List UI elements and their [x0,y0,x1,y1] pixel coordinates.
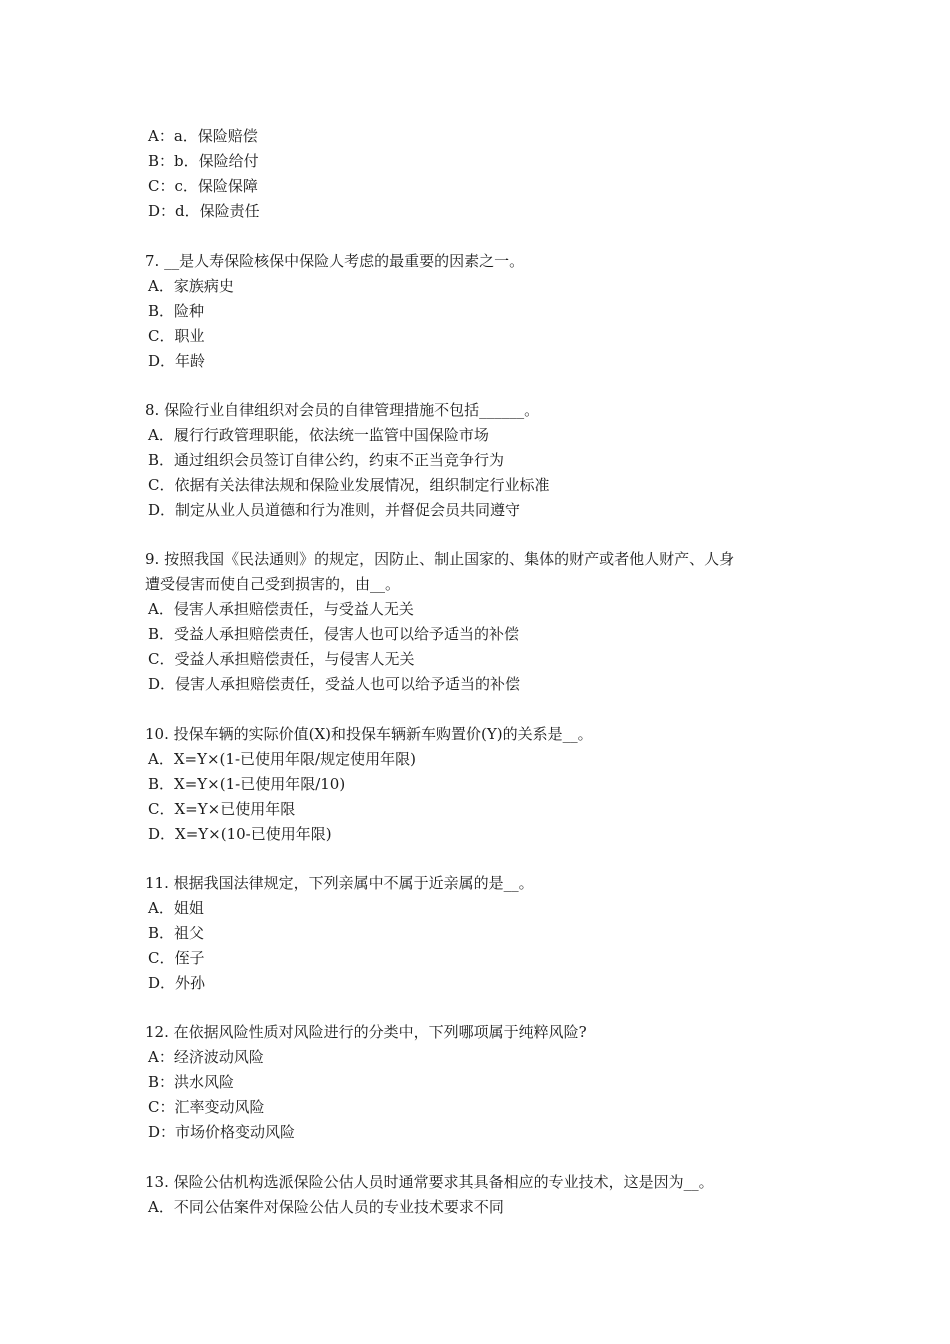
q10-option-d: D．X=Y×(10-已使用年限) [148,825,332,843]
q12-stem: 12. 在依据风险性质对风险进行的分类中，下列哪项属于纯粹风险? [145,1023,587,1041]
q10-stem: 10. 投保车辆的实际价值(X)和投保车辆新车购置价(Y)的关系是__。 [145,725,593,743]
q13-stem: 13. 保险公估机构选派保险公估人员时通常要求其具备相应的专业技术，这是因为__。 [145,1173,714,1191]
q12-option-c: C：汇率变动风险 [148,1098,265,1116]
q13-option-a: A．不同公估案件对保险公估人员的专业技术要求不同 [148,1198,504,1216]
q9-option-c: C．受益人承担赔偿责任，与侵害人无关 [148,650,415,668]
q7-option-a: A．家族病史 [148,277,234,295]
q8-option-d: D．制定从业人员道德和行为准则，并督促会员共同遵守 [148,501,521,519]
q12-option-b: B：洪水风险 [148,1073,235,1091]
q8-stem: 8. 保险行业自律组织对会员的自律管理措施不包括______。 [145,401,540,419]
q9-option-d: D．侵害人承担赔偿责任，受益人也可以给予适当的补偿 [148,675,521,693]
q9-option-a: A．侵害人承担赔偿责任，与受益人无关 [148,600,414,618]
q9-option-b: B．受益人承担赔偿责任，侵害人也可以给予适当的补偿 [148,625,520,643]
q9-stem-line-1: 9. 按照我国《民法通则》的规定，因防止、制止国家的、集体的财产或者他人财产、人身 [145,550,735,568]
q7-option-d: D．年龄 [148,352,206,370]
q11-stem: 11. 根据我国法律规定，下列亲属中不属于近亲属的是__。 [145,874,534,892]
q6-option-c: C：c．保险保障 [148,177,258,195]
q11-option-b: B．祖父 [148,924,205,942]
q7-option-c: C．职业 [148,327,205,345]
q12-option-d: D：市场价格变动风险 [148,1123,296,1141]
q10-option-c: C．X=Y×已使用年限 [148,800,296,818]
q12-option-a: A：经济波动风险 [148,1048,264,1066]
q11-option-d: D．外孙 [148,974,206,992]
q8-option-c: C．依据有关法律法规和保险业发展情况，组织制定行业标准 [148,476,550,494]
q8-option-b: B．通过组织会员签订自律公约，约束不正当竞争行为 [148,451,505,469]
q7-stem: 7. __是人寿保险核保中保险人考虑的最重要的因素之一。 [145,252,525,270]
q6-option-d: D：d．保险责任 [148,202,260,220]
q10-option-b: B．X=Y×(1-已使用年限/10) [148,775,346,793]
q10-option-a: A．X=Y×(1-已使用年限/规定使用年限) [148,750,416,768]
q9-stem-line-2: 遭受侵害而使自己受到损害的，由__。 [145,575,401,593]
q11-option-a: A．姐姐 [148,899,204,917]
q11-option-c: C．侄子 [148,949,205,967]
q8-option-a: A．履行行政管理职能，依法统一监管中国保险市场 [148,426,489,444]
q6-option-a: A：a．保险赔偿 [148,127,258,145]
q7-option-b: B．险种 [148,302,205,320]
q6-option-b: B：b．保险给付 [148,152,259,170]
